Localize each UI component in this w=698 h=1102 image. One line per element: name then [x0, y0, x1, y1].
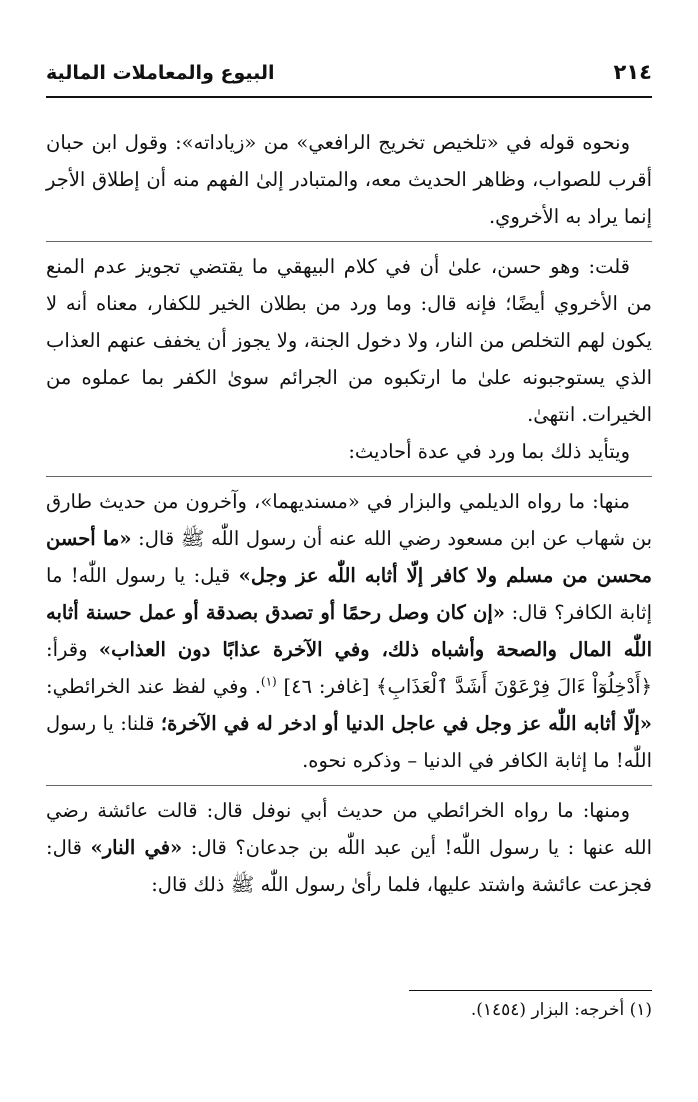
- paragraph: [46, 476, 652, 785]
- paragraph: [46, 118, 652, 241]
- text-run: منها: ما رواه الديلمي والبزار في «مسنديهما»، وآخرون من حديث طارق بن شهاب عن ابن مسعود رضي الله عنه أن رسول اللّٰه ﷺ قال:: [46, 490, 653, 550]
- paragraph: [46, 785, 652, 909]
- page-header: [46, 56, 652, 98]
- hadith-quote: «في النار»: [90, 836, 183, 859]
- running-title: البيوع والمعاملات المالية: [46, 62, 275, 84]
- text-run: وقرأ: ﴿أَدْخِلُوٓاْ ءَالَ فِرْعَوْنَ أَشَدَّ ٱلْعَذَابِ﴾ [غافر: ٤٦]: [46, 638, 652, 698]
- paragraph: [46, 241, 652, 476]
- main-text: [46, 118, 652, 909]
- page-number: ٢١٤: [613, 60, 652, 84]
- text-run: . وفي لفظ عند الخرائطي:: [46, 675, 261, 698]
- text-run: ونحوه قوله في «تلخيص تخريج الرافعي» من «زياداته»: وقول ابن حبان أقرب للصواب، وظاهر الحديث معه، والمتبادر إلىٰ الفهم منه أن إطلاق الأجر إنما يراد به الأخروي.: [46, 131, 652, 228]
- text-run: قلت: وهو حسن، علىٰ أن في كلام البيهقي ما يقتضي تجويز عدم المنع من الأخروي أيضًا؛ فإنه قال: وما ورد من بطلان الخير للكفار، معناه أنه لا يكون لهم التخلص من النار، ولا دخول الجنة، ولا يجوز أن يخفف عنهم العذاب الذي يستوجبونه علىٰ ما ارتكبوه من الجرائم سوىٰ الكفر بما عملوه من الخيرات. انتهىٰ.: [46, 255, 652, 426]
- text-run: ومنها: ما رواه الخرائطي من حديث أبي نوفل قال: قالت عائشة رضي الله عنها : يا رسول اللّٰه! أين عبد اللّٰه بن جدعان؟ قال:: [46, 799, 652, 859]
- hadith-quote: «إن كان وصل رحمًا أو تصدق بصدقة أو عمل حسنة أثابه اللّٰه المال والصحة وأشباه ذلك، وفي الآخرة عذابًا دون العذاب»: [46, 601, 652, 661]
- text-run: قيل: يا رسول اللّٰه! ما إثابة الكافر؟ قال:: [46, 564, 652, 624]
- hadith-quote: «إلّا أثابه اللّٰه عز وجل في عاجل الدنيا أو ادخر له في الآخرة؛: [160, 712, 652, 735]
- footnote-marker: (١): [260, 674, 277, 689]
- text-run: ويتأيد ذلك بما ورد في عدة أحاديث:: [348, 440, 630, 463]
- text-run: قلنا: يا رسول اللّٰه! ما إثابة الكافر في الدنيا – وذكره نحوه.: [46, 712, 652, 772]
- footnote: (١) أخرجه: البزار (١٤٥٤).: [470, 1000, 652, 1020]
- footnote-rule: [409, 990, 652, 991]
- hadith-quote: «ما أحسن محسن من مسلم ولا كافر إلّا أثابه اللّٰه عز وجل»: [46, 527, 652, 587]
- text-run: قال: فجزعت عائشة واشتد عليها، فلما رأىٰ رسول اللّٰه ﷺ ذلك قال:: [46, 836, 652, 896]
